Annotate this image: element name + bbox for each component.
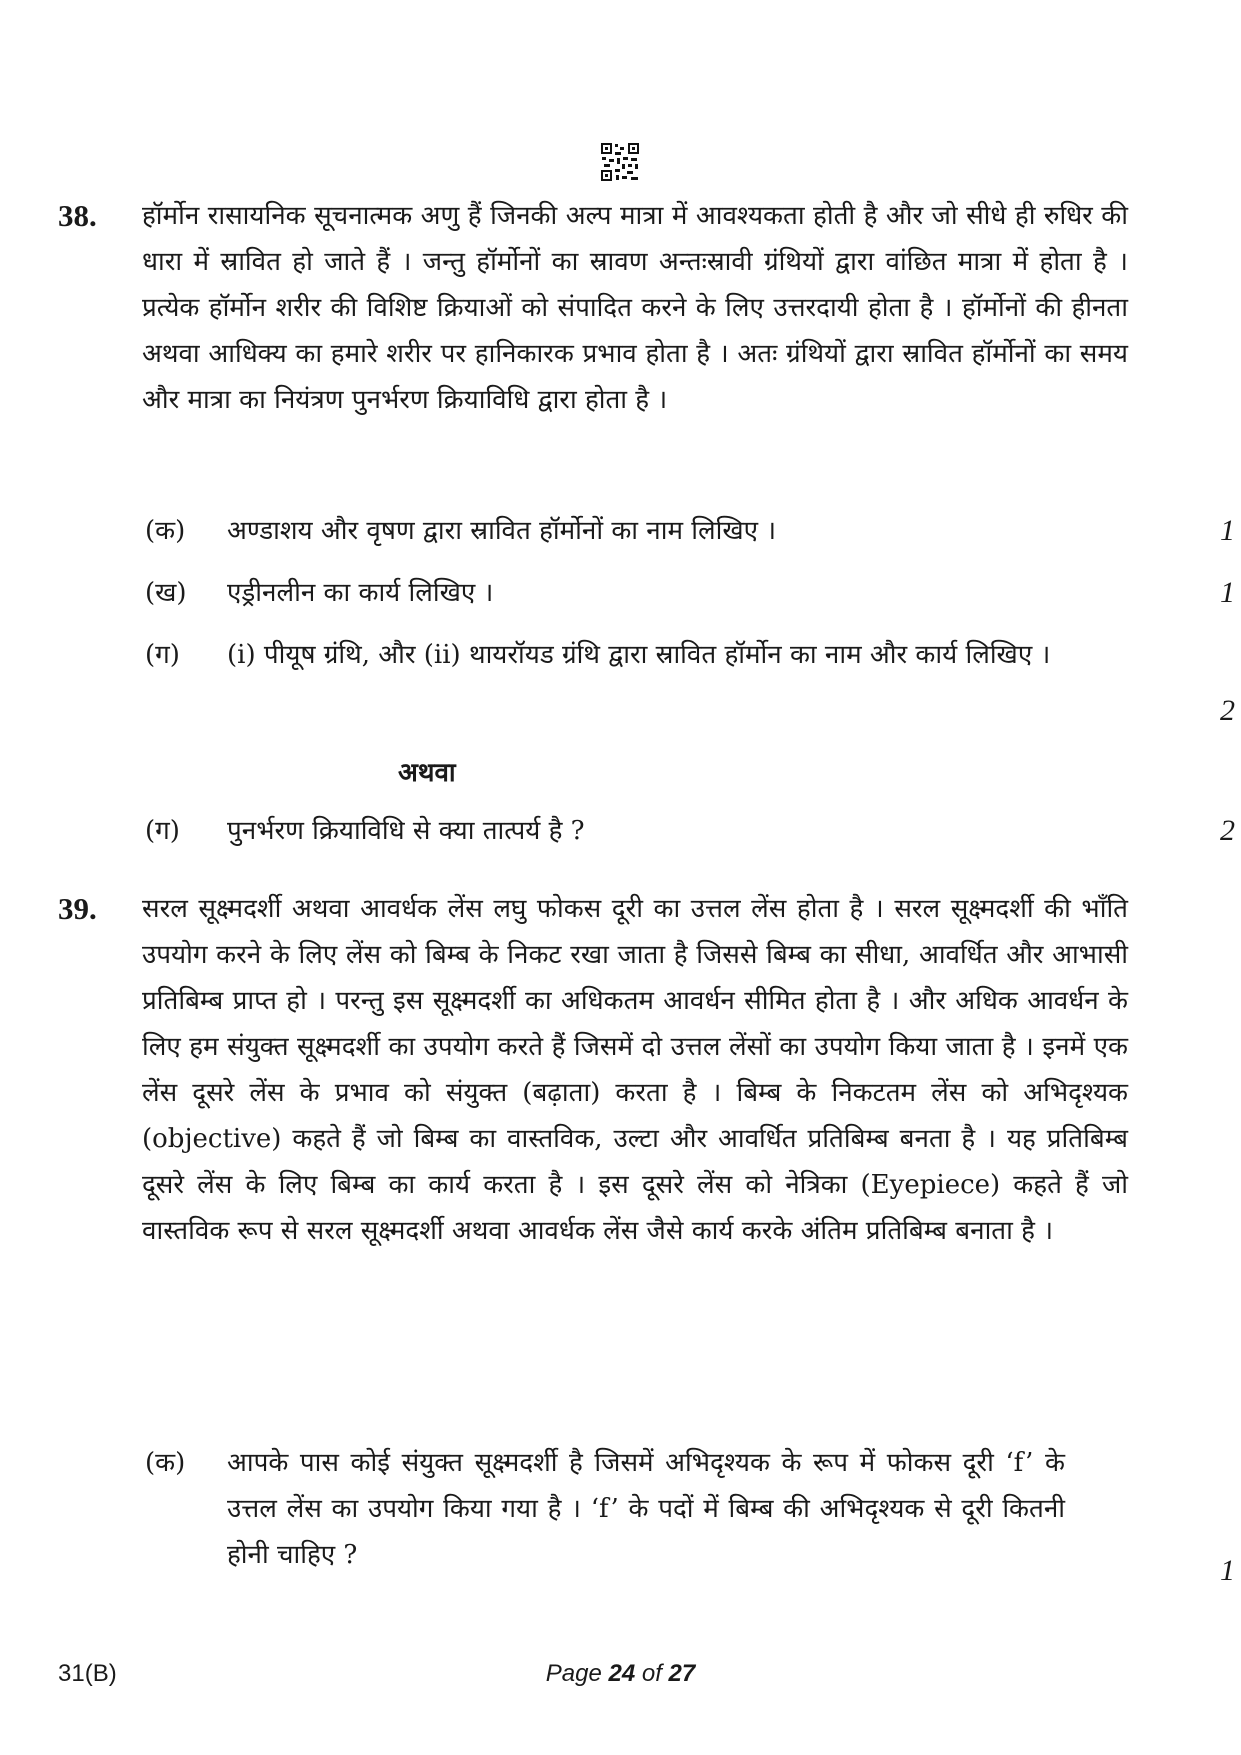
- or-label: अथवा: [398, 758, 456, 788]
- question-text: सरल सूक्ष्मदर्शी अथवा आवर्धक लेंस लघु फोकस दूरी का उत्तल लेंस होता है । सरल सूक्ष्मदर्शी की भाँति उपयोग करने के लिए लेंस को बिम्ब के निकट रखा जाता है जिससे बिम्ब का सीधा, आवर्धित और आभासी प्रतिबिम्ब प्राप्त हो । परन्तु इस सूक्ष्मदर्शी का अधिकतम आवर्धन सीमित होता है । और अधिक आवर्धन के लिए हम संयुक्त सूक्ष्मदर्शी का उपयोग करते हैं जिसमें दो उत्तल लेंसों का उपयोग किया जाता है । इनमें एक लेंस दूसरे लेंस के प्रभाव को संयुक्त (बढ़ाता) करता है । बिम्ब के निकटतम लेंस को अभिदृश्यक (objective) कहते हैं जो बिम्ब का वास्तविक, उल्टा और आवर्धित प्रतिबिम्ब बनता है । यह प्रतिबिम्ब दूसरे लेंस के लिए बिम्ब का कार्य करता है । इस दूसरे लेंस को नेत्रिका (Eyepiece) कहते हैं जो वास्तविक रूप से सरल सूक्ष्मदर्शी अथवा आवर्धक लेंस जैसे कार्य करके अंतिम प्रतिबिम्ब बनाता है ।: [142, 894, 1128, 1246]
- page-of: of: [641, 1660, 662, 1687]
- part-label: (ग): [145, 816, 180, 846]
- page-total: 27: [668, 1660, 696, 1687]
- marks-value: 1: [1220, 514, 1235, 547]
- marks-value: 1: [1220, 1554, 1235, 1587]
- marks-value: 2: [1220, 694, 1235, 727]
- part-text: आपके पास कोई संयुक्त सूक्ष्मदर्शी है जिसमें अभिदृश्यक के रूप में फोकस दूरी ‘f’ के उत्तल लेंस का उपयोग किया गया है । ‘f’ के पदों में बिम्ब की अभिदृश्यक से दूरी कितनी होनी चाहिए ?: [227, 1448, 1065, 1570]
- page-current: 24: [608, 1660, 636, 1687]
- question-number: 38.: [58, 198, 97, 233]
- marks-value: 2: [1220, 814, 1235, 847]
- part-text: अण्डाशय और वृषण द्वारा स्रावित हॉर्मोनों का नाम लिखिए ।: [227, 516, 777, 546]
- part-text: (i) पीयूष ग्रंथि, और (ii) थायरॉयड ग्रंथि द्वारा स्रावित हॉर्मोन का नाम और कार्य लिखिए ।: [227, 640, 1051, 670]
- marks-value: 1: [1220, 576, 1235, 609]
- part-label: (क): [145, 1448, 186, 1478]
- question-number: 39.: [58, 891, 97, 926]
- part-text: पुनर्भरण क्रियाविधि से क्या तात्पर्य है ?: [227, 816, 585, 846]
- paper-code: 31(B): [58, 1660, 117, 1687]
- part-label: (ग): [145, 640, 180, 670]
- page-prefix: Page: [545, 1660, 602, 1687]
- qr-code-icon: [600, 142, 640, 182]
- page-number: [0, 1660, 1241, 1688]
- question-text: हॉर्मोन रासायनिक सूचनात्मक अणु हैं जिनकी अल्प मात्रा में आवश्यकता होती है और जो सीधे ही रुधिर की धारा में स्रावित हो जाते हैं । जन्तु हॉर्मोनों का स्रावण अन्तःस्रावी ग्रंथियों द्वारा वांछित मात्रा में होता है । प्रत्येक हॉर्मोन शरीर की विशिष्ट क्रियाओं को संपादित करने के लिए उत्तरदायी होता है । हॉर्मोनों की हीनता अथवा आधिक्य का हमारे शरीर पर हानिकारक प्रभाव होता है । अतः ग्रंथियों द्वारा स्रावित हॉर्मोनों का समय और मात्रा का नियंत्रण पुनर्भरण क्रियाविधि द्वारा होता है ।: [142, 201, 1129, 415]
- part-label: (क): [145, 516, 186, 546]
- part-text: एड्रीनलीन का कार्य लिखिए ।: [227, 578, 494, 608]
- part-label: (ख): [145, 578, 187, 608]
